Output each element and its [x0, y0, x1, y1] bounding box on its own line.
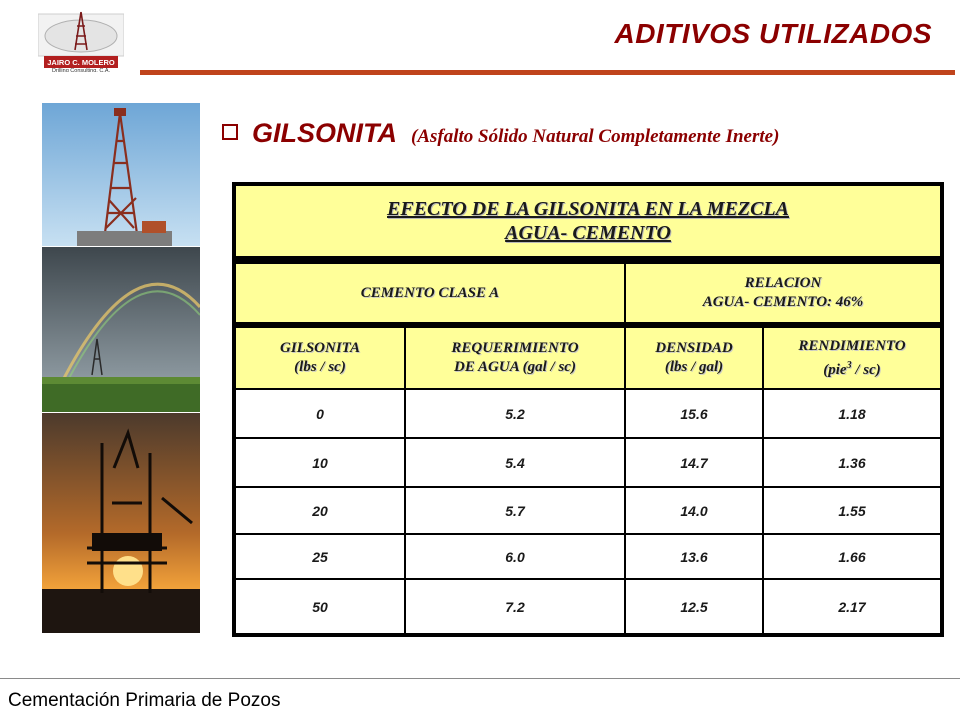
- table-cell: 15.6: [626, 390, 762, 437]
- drilling-rig-photo: [42, 103, 200, 246]
- table-cell: 1.55: [764, 488, 940, 533]
- yield-unit-sup: 3: [846, 359, 852, 371]
- group-ratio-line2: AGUA- CEMENTO: 46%: [702, 294, 864, 310]
- rainbow-field-photo: [42, 247, 200, 412]
- yield-unit-suffix: / sc): [851, 361, 881, 378]
- bullet-square-icon: [222, 124, 238, 140]
- col-header-water-line1: REQUERIMIENTO: [451, 340, 579, 356]
- gilsonite-table: [232, 182, 944, 637]
- table-cell: 5.7: [406, 488, 624, 533]
- company-logo: [38, 10, 124, 72]
- group-header-ratio: [626, 264, 940, 322]
- footer-divider: [0, 678, 960, 679]
- col-header-gilsonita-line1: GILSONITA: [279, 340, 361, 356]
- col-header-yield-line1: RENDIMIENTO: [798, 337, 906, 354]
- table-cell: 20: [236, 488, 404, 533]
- col-header-gilsonita-line2: (lbs / sc): [294, 359, 346, 375]
- col-header-density-line1: DENSIDAD: [655, 340, 733, 356]
- footer-text: Cementación Primaria de Pozos: [8, 690, 281, 711]
- col-header-yield-line2: [823, 356, 881, 380]
- bullet-subtitle: (Asfalto Sólido Natural Completamente Inerte): [411, 126, 780, 147]
- table-cell: 1.18: [764, 390, 940, 437]
- title-underline: [140, 70, 955, 75]
- table-cell: 0: [236, 390, 404, 437]
- table-cell: 1.36: [764, 439, 940, 486]
- col-header-water-line2: DE AGUA (gal / sc): [454, 359, 576, 375]
- yield-unit-prefix: (pie: [823, 361, 847, 378]
- group-ratio-line1: RELACION: [744, 275, 822, 291]
- table-cell: 7.2: [406, 580, 624, 633]
- table-cell: 2.17: [764, 580, 940, 633]
- table-cell: 14.7: [626, 439, 762, 486]
- page-title: ADITIVOS UTILIZADOS: [614, 18, 932, 49]
- table-cell: 25: [236, 535, 404, 578]
- table-title-line2: AGUA- CEMENTO: [505, 222, 671, 244]
- col-header-gilsonita: [236, 328, 404, 388]
- table-title-line1: EFECTO DE LA GILSONITA EN LA MEZCLA: [387, 198, 789, 220]
- col-header-water: [406, 328, 624, 388]
- table-cell: 14.0: [626, 488, 762, 533]
- logo-subtitle: Drilling Consulting, C.A.: [51, 68, 111, 72]
- table-cell: 12.5: [626, 580, 762, 633]
- logo-name: JAIRO C. MOLERO: [47, 58, 115, 67]
- table-cell: 50: [236, 580, 404, 633]
- table-cell: 5.2: [406, 390, 624, 437]
- bullet-main-text: GILSONITA: [252, 118, 397, 148]
- table-cell: 10: [236, 439, 404, 486]
- col-header-yield: [764, 328, 940, 388]
- col-header-density: [626, 328, 762, 388]
- col-header-density-line2: (lbs / gal): [664, 359, 724, 375]
- bullet-heading: [222, 118, 779, 149]
- table-title: [236, 186, 940, 256]
- offshore-platform-photo: [42, 413, 200, 633]
- table-cell: 6.0: [406, 535, 624, 578]
- table-cell: 1.66: [764, 535, 940, 578]
- table-cell: 13.6: [626, 535, 762, 578]
- group-header-cement: CEMENTO CLASE A: [236, 264, 624, 322]
- table-cell: 5.4: [406, 439, 624, 486]
